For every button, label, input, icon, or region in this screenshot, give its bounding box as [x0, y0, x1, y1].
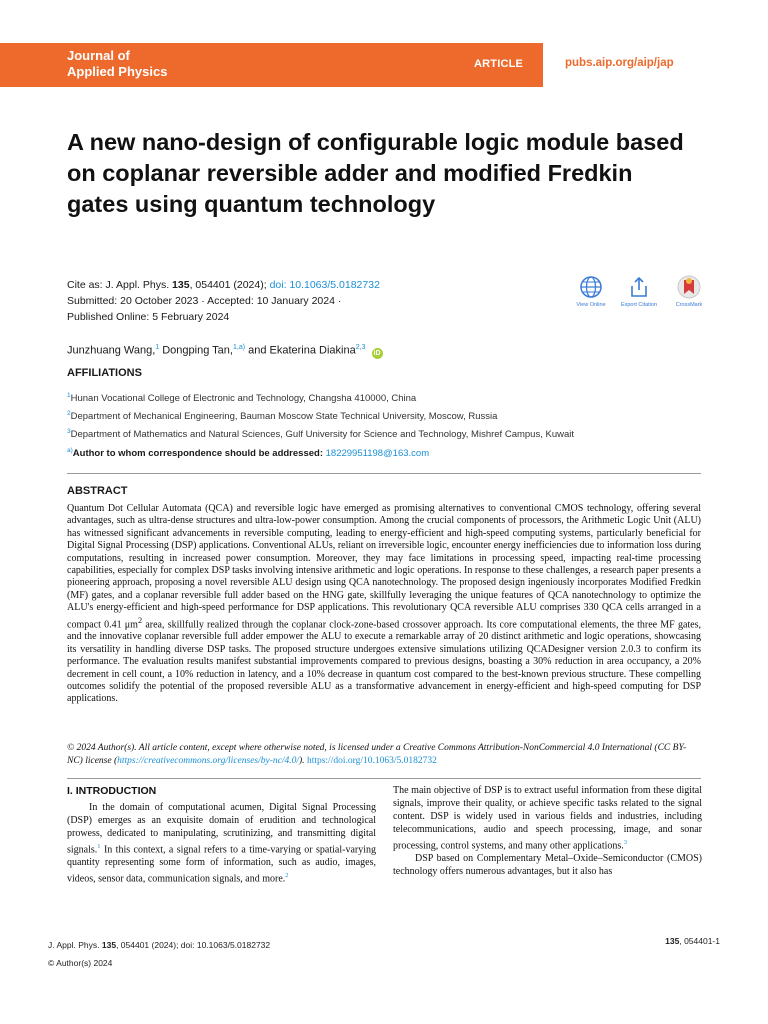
intro-paragraph: [67, 802, 376, 886]
page-volume: 135: [665, 936, 680, 946]
author-list: [67, 340, 383, 359]
affiliation-text: Hunan Vocational College of Electronic and Technology, Changsha 410000, China: [70, 393, 417, 405]
author-name[interactable]: and Ekaterina Diakina: [248, 344, 356, 357]
correspondence-email-link[interactable]: 18229951198@163.com: [325, 448, 430, 460]
intro-right-column: [393, 785, 702, 879]
license-close: ).: [299, 756, 307, 766]
published-date: Published Online: 5 February 2024: [67, 311, 230, 323]
doi-link[interactable]: https://doi.org/10.1063/5.0182732: [306, 756, 437, 766]
affiliation-text: Department of Mechanical Engineering, Bauman Moscow State Technical University, Moscow, Russia: [70, 411, 498, 423]
footer-citation: [48, 936, 270, 954]
reference-link[interactable]: 2: [285, 871, 289, 879]
cite-rest: , 054401 (2024);: [189, 279, 267, 291]
journal-logo[interactable]: [67, 48, 167, 80]
journal-banner: [0, 43, 768, 87]
cite-doi-link[interactable]: doi: 10.1063/5.0182732: [269, 279, 380, 291]
export-icon: [627, 275, 651, 299]
footer-volume: 135: [101, 940, 117, 950]
license-statement: [67, 742, 701, 768]
intro-left-column: [67, 785, 376, 886]
intro-paragraph: DSP based on Complementary Metal–Oxide–Semiconductor (CMOS) technology offers numerous advantages, but it also has: [393, 852, 702, 877]
intro-paragraph: [393, 785, 702, 853]
introduction-heading: I. INTRODUCTION: [67, 785, 157, 797]
footer-copyright: © Author(s) 2024: [48, 958, 113, 968]
article-actions: [568, 275, 718, 315]
abstract-heading: ABSTRACT: [67, 485, 128, 497]
globe-icon: [579, 275, 603, 299]
submitted-dates: Submitted: 20 October 2023 · Accepted: 10 January 2024 ·: [67, 295, 342, 307]
correspondence-label: Author to whom correspondence should be addressed:: [72, 448, 323, 460]
article-type-label: ARTICLE: [474, 58, 524, 70]
cite-prefix: Cite as: J. Appl. Phys.: [67, 279, 173, 291]
view-online-label: View Online: [576, 302, 606, 308]
correspondence-sup: a): [67, 447, 73, 454]
reference-link[interactable]: 1: [97, 842, 101, 850]
affiliation-sup: 1: [67, 392, 71, 399]
author-name[interactable]: Dongping Tan,: [162, 344, 233, 357]
abstract-unit-sup: 2: [137, 615, 143, 625]
affiliations-list: [67, 388, 707, 442]
reference-link[interactable]: 3: [623, 838, 628, 846]
divider: [67, 778, 701, 779]
cite-volume: 135: [172, 279, 190, 291]
citation-block: [67, 277, 487, 325]
affiliation-item: [67, 424, 707, 442]
affiliation-sup: 2: [67, 410, 71, 418]
footer-journal: J. Appl. Phys.: [48, 940, 102, 950]
author-name[interactable]: Junzhuang Wang,: [67, 344, 156, 357]
affiliation-sup: 3: [67, 428, 71, 436]
view-online-button[interactable]: [568, 275, 614, 308]
license-text: © 2024 Author(s). All article content, except where otherwise noted, is licensed under a Creative Commons Attribution-NonCommercial 4.0 International (CC BY-NC) license (: [67, 743, 687, 766]
export-citation-button[interactable]: [616, 275, 662, 308]
journal-url-box: [541, 43, 768, 87]
page-footer-left: [48, 936, 270, 972]
journal-name-line1: Journal of: [67, 48, 130, 63]
article-title: A new nano-design of configurable logic module based on coplanar reversible adder and modified Fredkin gates using quantum technology: [67, 129, 684, 217]
cite-line: [67, 277, 487, 293]
crossmark-label: CrossMark: [675, 302, 703, 308]
orcid-icon[interactable]: iD: [373, 349, 381, 357]
author-affil-sup[interactable]: 1: [155, 344, 160, 351]
intro-text: The main objective of DSP is to extract useful information from these digital signals, improve their quality, or achieve specific tasks related to the signal content. DSP is widely used in various fields and industries, including telecommunications, audio and speech processing, image, and sonar processing, control systems, and many other applications.: [393, 785, 702, 851]
footer-doi: , 054401 (2024); doi: 10.1063/5.0182732: [116, 940, 271, 950]
journal-url-link[interactable]: pubs.aip.org/aip/jap: [565, 57, 674, 69]
affiliation-text: Department of Mathematics and Natural Sciences, Gulf University for Science and Technology, Mishref Campus, Kuwait: [70, 429, 574, 441]
page-num: , 054401-1: [679, 936, 720, 946]
abstract-part-1: Quantum Dot Cellular Automata (QCA) and reversible logic have emerged as promising alternatives to conventional CMOS technology, offering several advantages, such as ultra-dense structures and ultra-low-power consumption. Among the crucial components of processors, the Arithmetic Logic Unit (ALU) has witnessed significant advancements in reversible computing, leading to energy-efficient and high-speed computing systems, particularly beneficial for Digital Signal Processing (DSP) applications. Conventional ALUs, reliant on irreversible logic, encounter energy inefficiencies due to information loss during computations, resulting in increased power consumption. Moreover, they may face limitations in processing speed, impacting real-time processing capabilities, especially for complex DSP tasks involving intensive arithmetic and logic operations. In response to these challenges, a research paper presents a pioneering approach, proposing a novel reversible ALU design using QCA nanotechnology. The proposed design ingeniously incorporates Modified Fredkin (MF) gates, and a coplanar reversible full adder based on the HNG gate, skillfully leveraging the unique features of QCA nanotechnology to optimize the ALU's energy-efficient and high-speed performance for DSP applications. This revolutionary QCA reversible ALU comprises 330 QCA cells arranged in a compact 0.41 μm: [67, 503, 701, 630]
journal-name-line2: Applied Physics: [67, 64, 168, 79]
intro-text: In this context, a signal refers to a time-varying or spatial-varying quantity representing some form of information, such as audio, images, videos, sensor data, communication signals, and more.: [67, 843, 376, 885]
export-citation-label: Export Citation: [620, 302, 658, 308]
abstract-text: [67, 503, 701, 706]
affiliations-heading: AFFILIATIONS: [67, 367, 142, 379]
page-number: [665, 936, 720, 946]
correspondence-line: [67, 447, 429, 459]
author-affil-sup[interactable]: 2,3: [355, 344, 366, 351]
cc-license-link[interactable]: https://creativecommons.org/licenses/by-nc/4.0/: [117, 756, 300, 766]
affiliation-item: [67, 406, 707, 424]
crossmark-icon: [677, 275, 701, 299]
crossmark-button[interactable]: [666, 275, 712, 308]
affiliation-item: [67, 388, 707, 406]
divider: [67, 473, 701, 474]
abstract-part-2: area, skillfully realized through the coplanar clock-zone-based crossover approach. Its core computational elements, the three MF gates, and the innovative coplanar reversible full adder empower the ALU to execute a remarkable array of 20 distinct arithmetic and logic operations, showcasing its versatility in handling diverse DSP tasks. The proposed structure undergoes extensive simulations utilizing QCADesigner version 2.0.3 to confirm its performance. The evaluation results manifest substantial improvements compared to previous designs, boasting a 30% reduction in area occupancy, a 20% decrement in cell count, a 10% reduction in latency, and a 10% decrease in quantum cost compared to the best-known previous structure. These compelling outcomes solidify the potential of the proposed reversible ALU as a transformative advancement in energy-efficient and high-speed computing for DSP applications.: [67, 618, 702, 705]
intro-text: In the domain of computational acumen, Digital Signal Processing (DSP) emerges as an exquisite domain of erudition and technological prowess, dedicated to manipulating, scrutinizing, and transmitting digital signals.: [67, 801, 376, 855]
author-affil-sup[interactable]: 1,a): [232, 344, 246, 351]
